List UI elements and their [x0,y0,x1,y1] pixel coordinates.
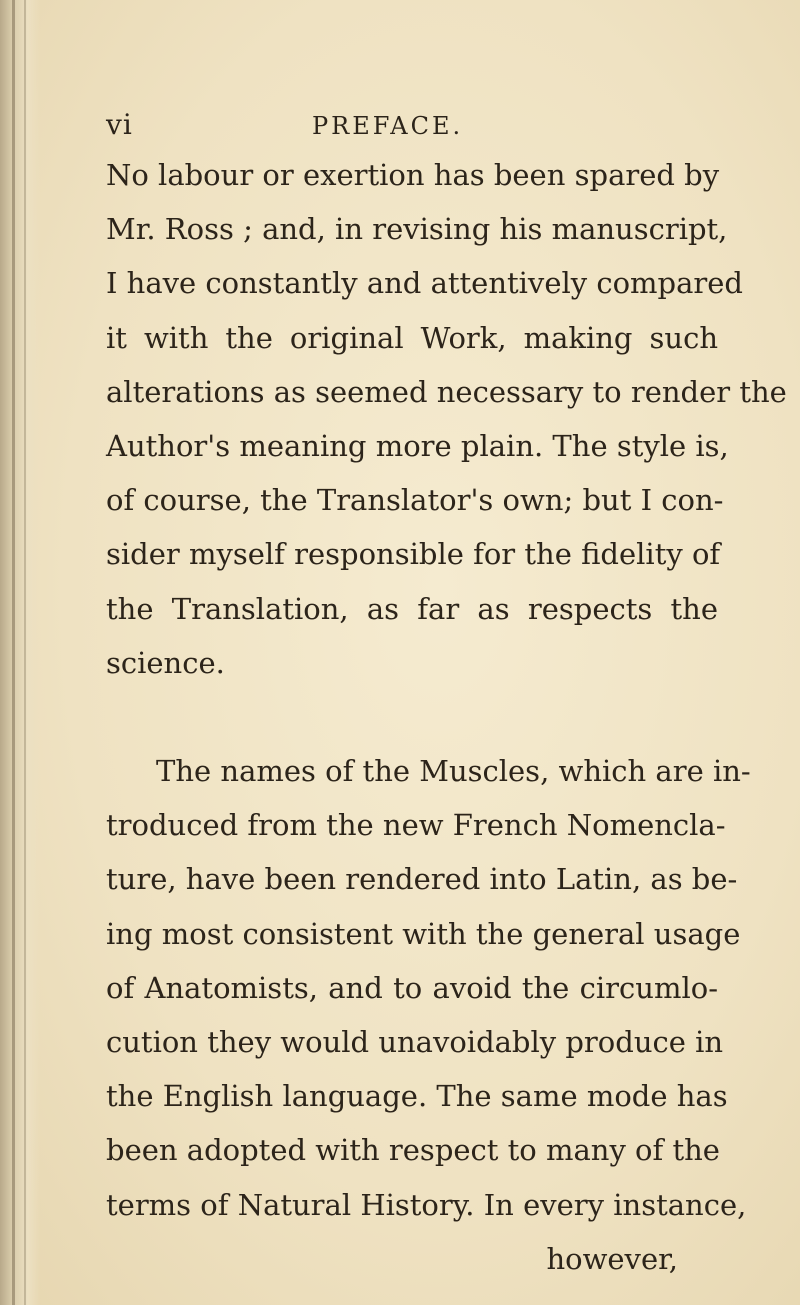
text-line: No labour or exertion has been spared by [106,158,720,192]
text-line: cution they would unavoidably produce in [106,1025,724,1059]
text-line: Mr. Ross ; and, in revising his manuscript, [106,212,728,247]
text-line: sider myself responsible for the fidelity of [106,537,721,572]
text-line: Author's meaning more plain. The style is, [106,428,729,463]
text-line: been adopted with respect to many of the [106,1133,720,1168]
text-line: I have constantly and attentively compared [106,266,743,301]
text-line: it with the original Work, making such [106,320,718,355]
page-number: vi [106,108,133,141]
text-line: the Translation, as far as respects the [106,591,718,626]
text-line: ing most consistent with the general usage [106,916,741,951]
binding-line [12,0,15,1305]
binding-line [24,0,26,1305]
text-line: terms of Natural History. In every instance, [106,1187,747,1222]
text-line: troduced from the new French Nomencla- [106,808,726,843]
text-line: the English language. The same mode has [106,1079,728,1114]
page-header [106,108,506,148]
text-line: ture, have been rendered into Latin, as be- [106,862,738,897]
page-binding-edge [0,0,40,1305]
text-line: The names of the Muscles, which are in- [156,754,751,789]
catchword: however, [546,1241,678,1276]
running-head: PREFACE. [312,112,464,140]
text-line: alterations as seemed necessary to render the [106,374,787,409]
body-text [106,148,787,1286]
text-line: science. [106,645,225,680]
text-line: of course, the Translator's own; but I con- [106,483,724,518]
paragraph-gap [106,690,718,744]
text-line: of Anatomists, and to avoid the circumlo- [106,970,718,1005]
